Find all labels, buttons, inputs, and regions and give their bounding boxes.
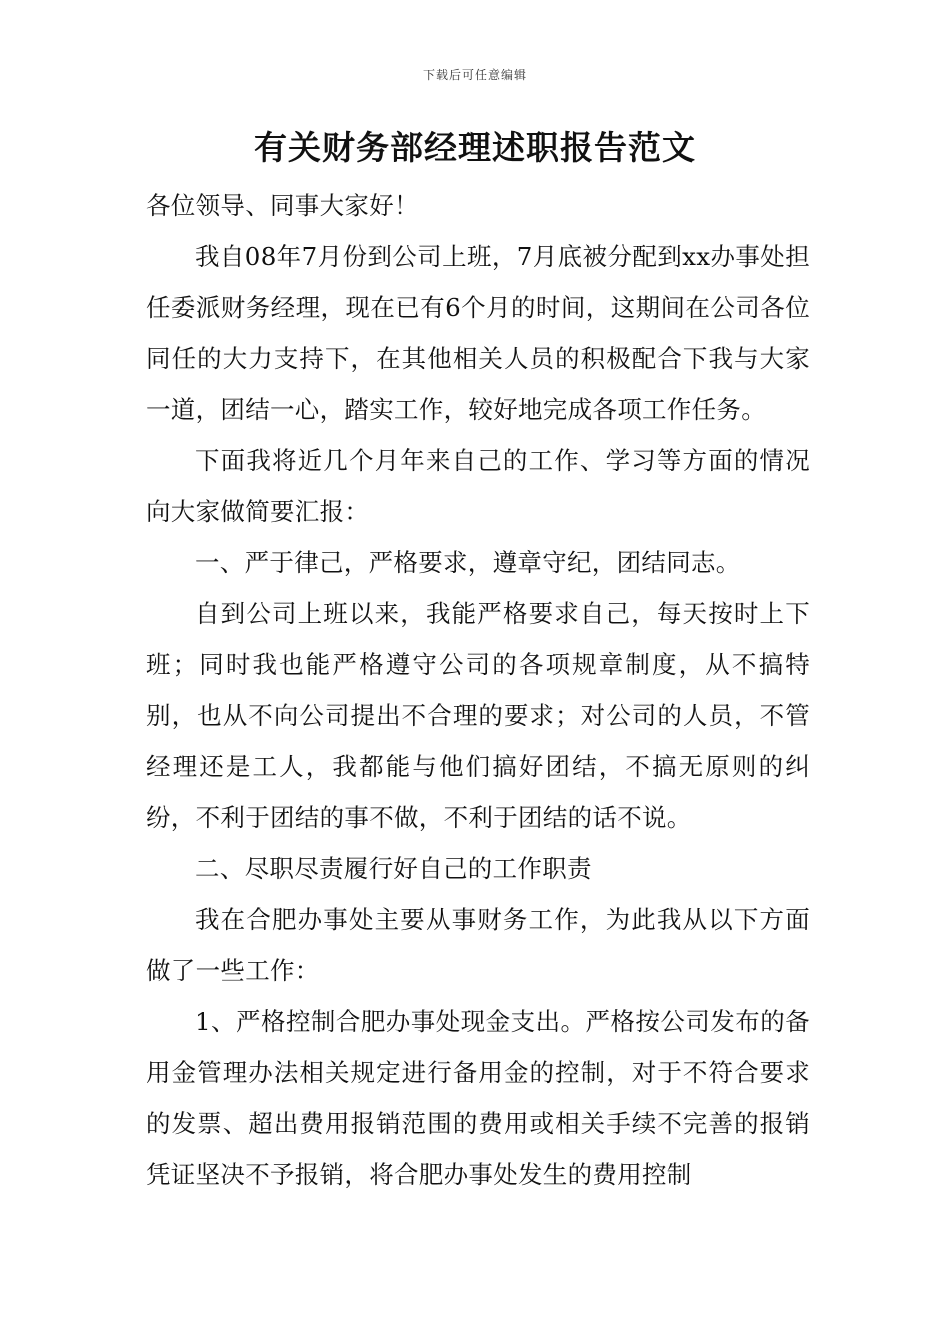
header-note: 下载后可任意编辑: [422, 68, 527, 82]
paragraph: 我在合肥办事处主要从事财务工作，为此我从以下方面做了一些工作：: [146, 905, 810, 985]
paragraph: 下面我将近几个月年来自己的工作、学习等方面的情况向大家做简要汇报：: [146, 446, 810, 526]
document-body: [146, 180, 810, 1200]
paragraph-greeting: 各位领导、同事大家好！: [146, 191, 419, 220]
section-heading: 一、严于律己，严格要求，遵章守纪，团结同志。: [195, 548, 741, 577]
section-heading: 二、尽职尽责履行好自己的工作职责: [195, 854, 592, 883]
document-title: 有关财务部经理述职报告范文: [254, 128, 696, 167]
paragraph: 1、严格控制合肥办事处现金支出。严格按公司发布的备用金管理办法相关规定进行备用金的控制，对于不符合要求的发票、超出费用报销范围的费用或相关手续不完善的报销凭证坚决不予报销，将合肥办事处发生的费用控制: [146, 1007, 810, 1189]
paragraph: 我自08年7月份到公司上班，7月底被分配到xx办事处担任委派财务经理，现在已有6个月的时间，这期间在公司各位同任的大力支持下，在其他相关人员的积极配合下我与大家一道，团结一心，踏实工作，较好地完成各项工作任务。: [146, 242, 810, 424]
paragraph: 自到公司上班以来，我能严格要求自己，每天按时上下班；同时我也能严格遵守公司的各项规章制度，从不搞特别，也从不向公司提出不合理的要求；对公司的人员，不管经理还是工人，我都能与他们搞好团结，不搞无原则的纠纷，不利于团结的事不做，不利于团结的话不说。: [146, 599, 810, 832]
